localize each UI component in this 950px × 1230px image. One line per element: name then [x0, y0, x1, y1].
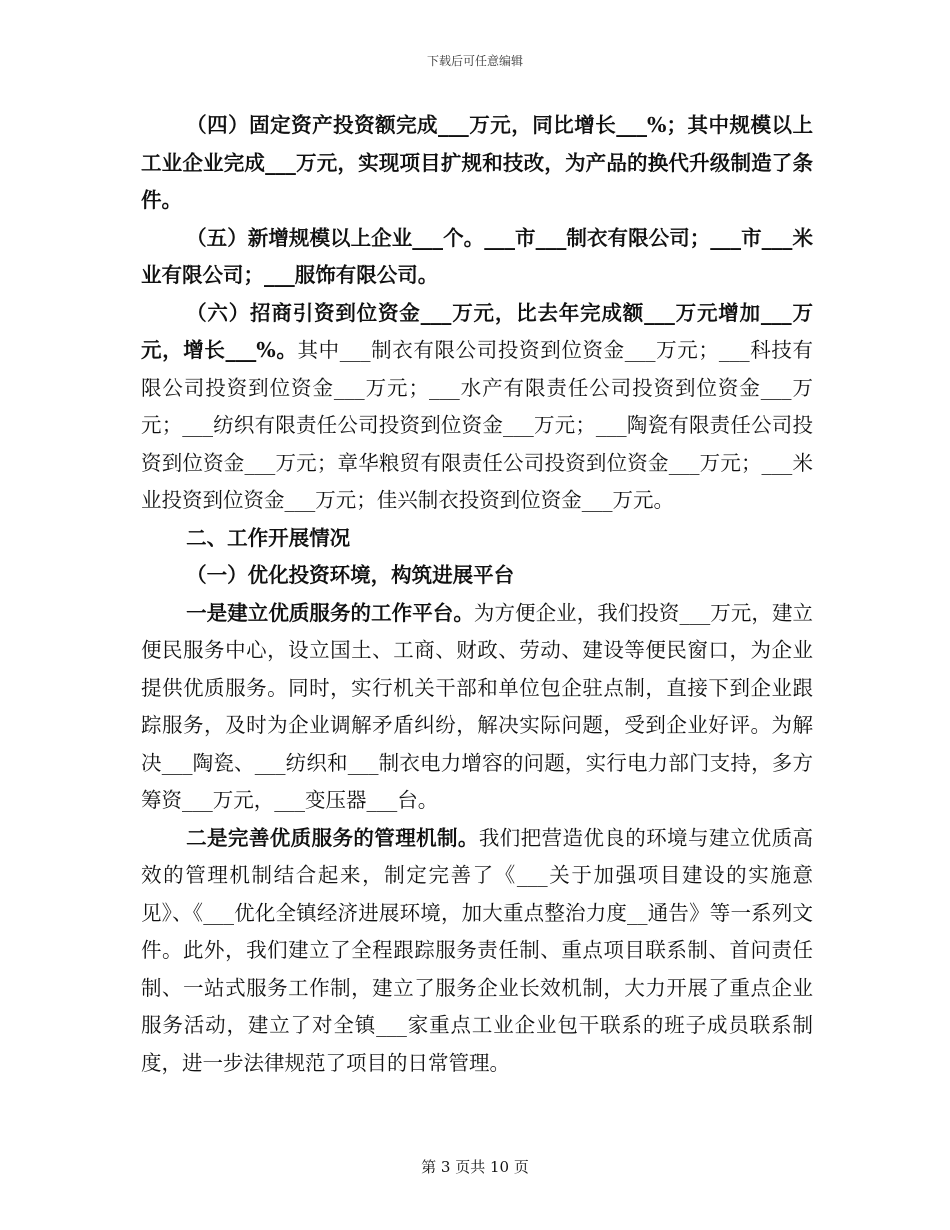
- paragraph-management-mechanism: [141, 820, 813, 1083]
- paragraph-lead: 二是完善优质服务的管理机制。: [186, 825, 479, 850]
- page-header: 下载后可任意编辑: [426, 54, 523, 68]
- paragraph-fixed-asset-investment: （四）固定资产投资额完成___万元，同比增长___%；其中规模以上工业企业完成___万元，实现项目扩规和技改，为产品的换代升级制造了条件。: [141, 113, 813, 212]
- subsection-heading-optimize-environment: （一）优化投资环境，构筑进展平台: [186, 563, 515, 587]
- paragraph-rest: 我们把营造优良的环境与建立优质高效的管理机制结合起来，制定完善了《___关于加强项目建设的实施意见》、《___优化全镇经济进展环境，加大重点整治力度__通告》等一系列文件。此外，我们建立了全程跟踪服务责任制、重点项目联系制、首问责任制、一站式服务工作制，建立了服务企业长效机制，大力开展了重点企业服务活动，建立了对全镇___家重点工业企业包干联系的班子成员联系制度，进一步法律规范了项目的日常管理。: [141, 825, 814, 1075]
- page-footer: 第 3 页共 10 页: [421, 1158, 529, 1176]
- document-body: [141, 107, 813, 1082]
- paragraph-new-enterprises: （五）新增规模以上企业___个。___市___制衣有限公司；___市___米业有限公司；___服饰有限公司。: [141, 225, 813, 287]
- paragraph-service-platform: [141, 595, 813, 820]
- section-heading-work-progress: 二、工作开展情况: [186, 525, 351, 550]
- paragraph-rest: 为方便企业，我们投资___万元，建立便民服务中心，设立国土、工商、财政、劳动、建设等便民窗口，为企业提供优质服务。同时，实行机关干部和单位包企驻点制，直接下到企业跟踪服务，及时为企业调解矛盾纠纷，解决实际问题，受到企业好评。为解决___陶瓷、___纺织和___制衣电力增容的问题，实行电力部门支持，多方筹资___万元，___变压器___台。: [141, 600, 814, 812]
- paragraph-lead: 一是建立优质服务的工作平台。: [186, 600, 474, 625]
- paragraph-lead: （六）招商引资到位资金___万元，比去年完成额___万元增加___万元，增长___%。: [141, 300, 813, 362]
- paragraph-rest: 其中___制衣有限公司投资到位资金___万元；___科技有限公司投资到位资金___万元；___水产有限责任公司投资到位资金___万元；___纺织有限责任公司投资到位资金___万元；___陶瓷有限责任公司投资到位资金___万元；章华粮贸有限责任公司投资到位资金___万元；___米业投资到位资金___万元；佳兴制衣投资到位资金___万元。: [141, 338, 813, 512]
- paragraph-investment-attraction: [141, 295, 813, 520]
